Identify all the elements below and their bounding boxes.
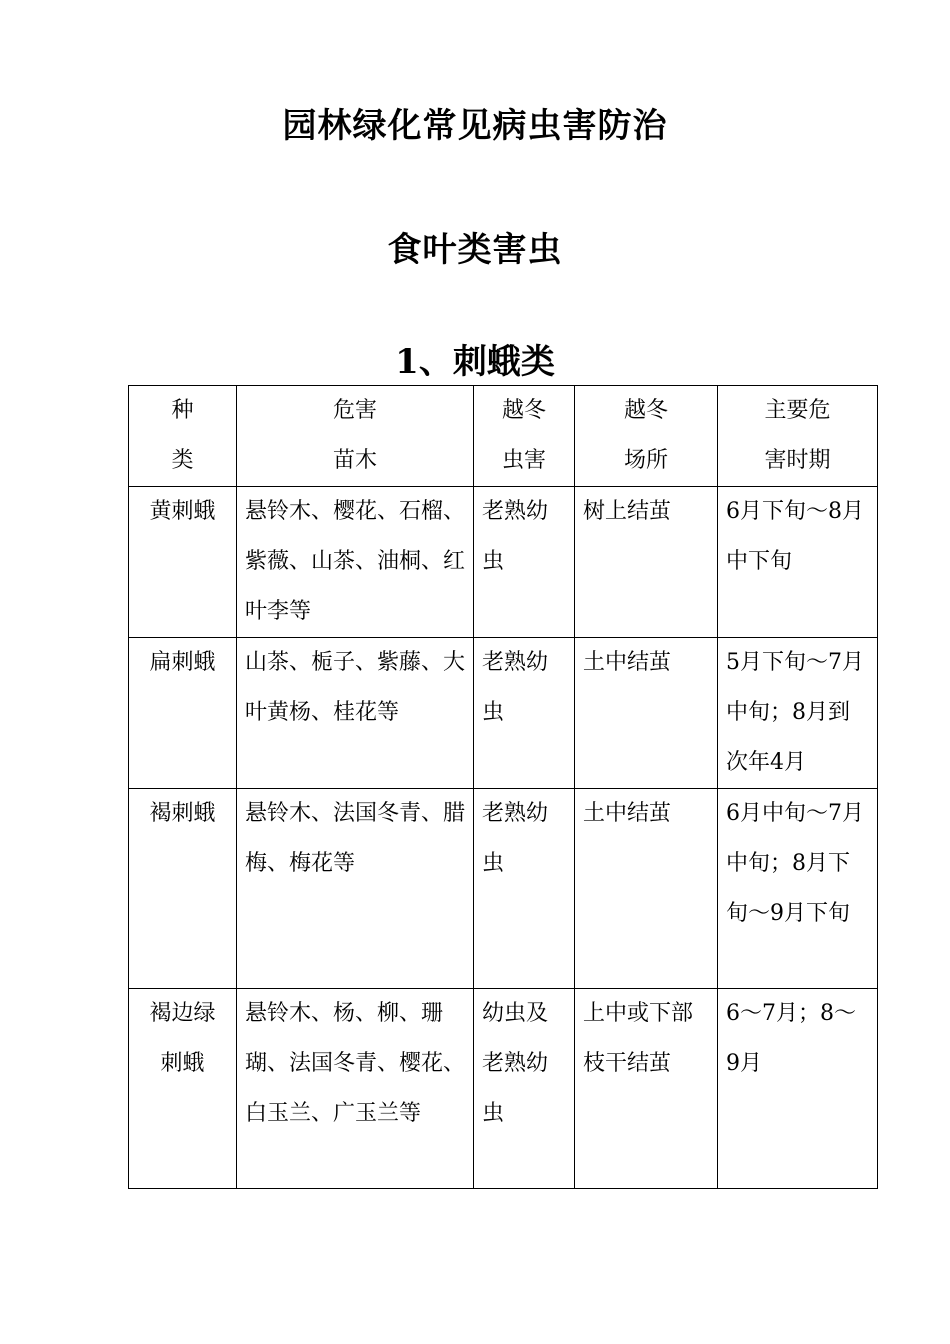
cell-hosts: 悬铃木、樱花、石榴、紫薇、山茶、油桐、红叶李等 [237, 487, 474, 638]
cell-species: 扁刺蛾 [129, 638, 237, 789]
cell-hosts: 悬铃木、杨、柳、珊瑚、法国冬青、樱花、白玉兰、广玉兰等 [237, 989, 474, 1189]
header-overwinter-site: 越冬 场所 [575, 386, 718, 487]
header-species: 种 类 [129, 386, 237, 487]
header-hosts: 危害 苗木 [237, 386, 474, 487]
cell-damage-period: 6月下旬～8月中下旬 [718, 487, 878, 638]
cell-overwinter-site: 土中结茧 [575, 789, 718, 989]
cell-overwinter-site: 树上结茧 [575, 487, 718, 638]
cell-overwinter-site: 土中结茧 [575, 638, 718, 789]
cell-overwinter-stage: 幼虫及老熟幼虫 [474, 989, 575, 1189]
cell-hosts: 山茶、栀子、紫藤、大叶黄杨、桂花等 [237, 638, 474, 789]
cell-hosts: 悬铃木、法国冬青、腊梅、梅花等 [237, 789, 474, 989]
cell-overwinter-stage: 老熟幼虫 [474, 487, 575, 638]
table-row [129, 789, 878, 989]
cell-species: 黄刺蛾 [129, 487, 237, 638]
table-header-row [129, 386, 878, 487]
cell-overwinter-stage: 老熟幼虫 [474, 789, 575, 989]
header-damage-period: 主要危 害时期 [718, 386, 878, 487]
cell-damage-period: 6月中旬～7月中旬；8月下旬～9月下旬 [718, 789, 878, 989]
subsection-title: 1、刺蛾类 [395, 342, 555, 382]
header-overwinter-stage: 越冬 虫害 [474, 386, 575, 487]
pest-table [128, 385, 878, 1189]
cell-overwinter-stage: 老熟幼虫 [474, 638, 575, 789]
document-title: 园林绿化常见病虫害防治 [282, 106, 668, 146]
cell-damage-period: 6～7月；8～9月 [718, 989, 878, 1189]
cell-overwinter-site: 上中或下部枝干结茧 [575, 989, 718, 1189]
table-row [129, 638, 878, 789]
table-row [129, 989, 878, 1189]
cell-damage-period: 5月下旬～7月中旬；8月到次年4月 [718, 638, 878, 789]
section-title: 食叶类害虫 [387, 230, 563, 270]
cell-species: 褐边绿 刺蛾 [129, 989, 237, 1189]
cell-species: 褐刺蛾 [129, 789, 237, 989]
table-row [129, 487, 878, 638]
